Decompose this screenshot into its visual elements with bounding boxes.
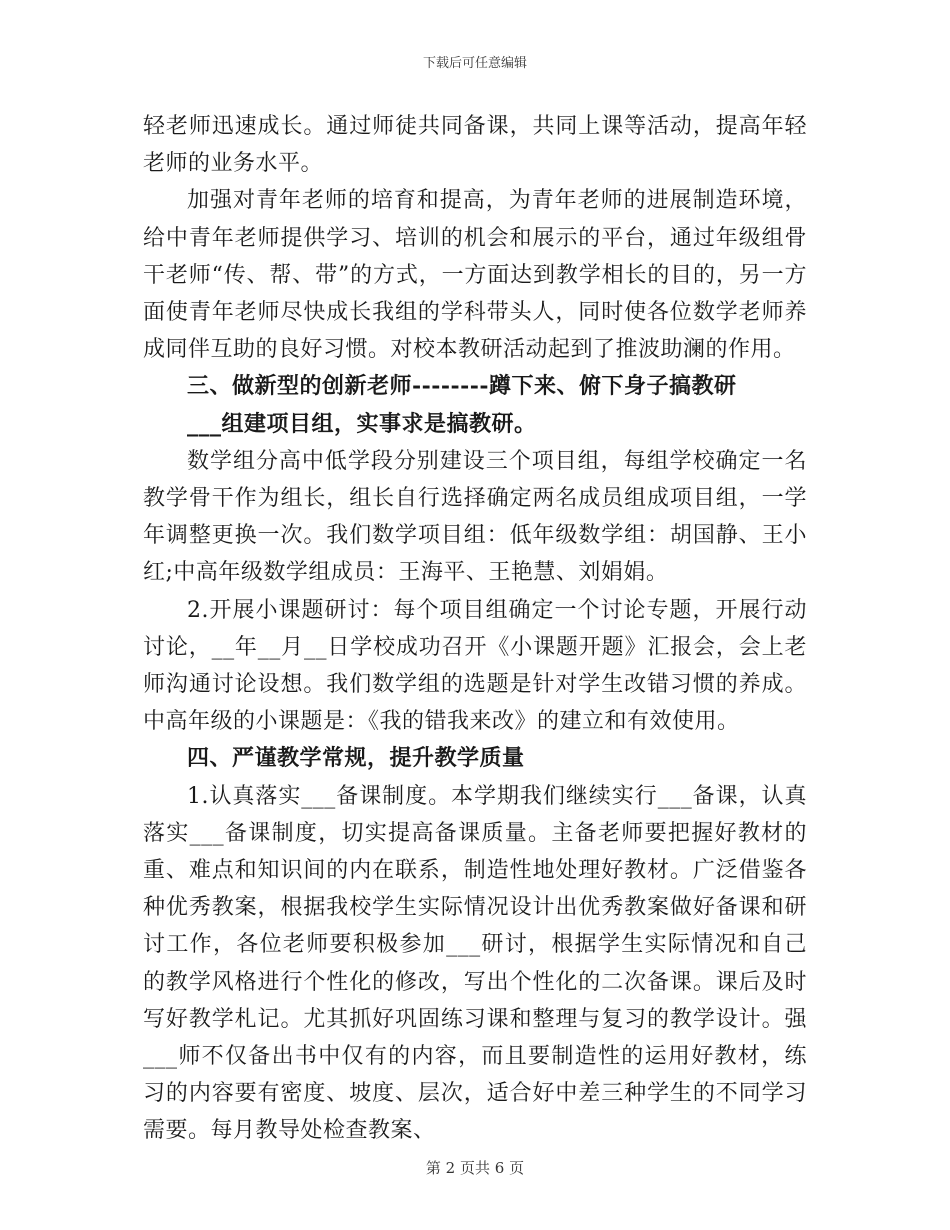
paragraph-small-topic-research: 2.开展小课题研讨：每个项目组确定一个讨论专题，开展行动讨论，__年__月__日学校成功召开《小课题开题》汇报会，会上老师沟通讨论设想。我们数学组的选题是针对学生改错习惯的养成。中高年级的小课题是：《我的错我来改》的建立和有效使用。 <box>143 597 807 735</box>
paragraph-young-teachers: 加强对青年老师的培育和提高，为青年老师的进展制造环境，给中青年老师提供学习、培训的机会和展示的平台，通过年级组骨干老师“传、帮、带”的方式，一方面达到教学相长的目的，另一方面使青年老师尽快成长我组的学科带头人，同时使各位数学老师养成同伴互助的良好习惯。对校本教研活动起到了推波助澜的作用。 <box>143 188 807 363</box>
paragraph-continuation: 轻老师迅速成长。通过师徒共同备课，共同上课等活动，提高年轻老师的业务水平。 <box>143 114 807 177</box>
subheading-project-groups: ___组建项目组，实事求是搞教研。 <box>187 410 537 437</box>
paragraph-project-groups: 数学组分高中低学段分别建设三个项目组，每组学校确定一名教学骨干作为组长，组长自行选择确定两名成员组成项目组，一学年调整更换一次。我们数学项目组：低年级数学组：胡国静、王小红;中高年级数学组成员：王海平、王艳慧、刘娟娟。 <box>143 448 807 586</box>
document-body <box>143 108 807 1150</box>
section-heading-4: 四、严谨教学常规，提升教学质量 <box>187 745 525 772</box>
paragraph-lesson-preparation: 1.认真落实___备课制度。本学期我们继续实行___备课，认真落实___备课制度，切实提高备课质量。主备老师要把握好教材的重、难点和知识间的内在联系，制造性地处理好教材。广泛借鉴各种优秀教案，根据我校学生实际情况设计出优秀教案做好备课和研讨工作，各位老师要积极参加___研讨，根据学生实际情况和自己的教学风格进行个性化的修改，写出个性化的二次备课。课后及时写好教学札记。尤其抓好巩固练习课和整理与复习的教学设计。强___师不仅备出书中仅有的内容，而且要制造性的运用好教材，练习的内容要有密度、坡度、层次，适合好中差三种学生的不同学习需要。每月教导处检查教案、 <box>143 783 807 1144</box>
page-header: 下载后可任意编辑 <box>422 56 527 71</box>
section-heading-3: 三、做新型的创新老师--------蹲下来、俯下身子搞教研 <box>187 373 737 400</box>
page-footer: 第 2 页共 6 页 <box>425 1159 525 1177</box>
